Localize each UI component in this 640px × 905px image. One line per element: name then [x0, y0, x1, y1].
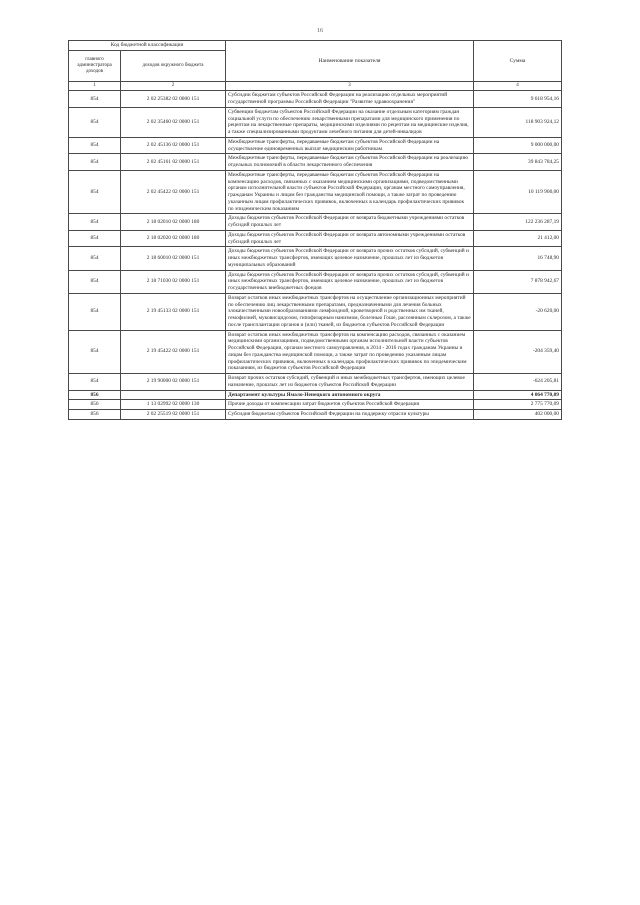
revenue-code-cell: 2 02 45422 02 0000 151	[121, 170, 226, 214]
sum-cell: -624 205,81	[474, 374, 562, 391]
indicator-name-cell: Межбюджетные трансферты, передаваемые бюджетам субъектов Российской Федерации на компенсацию расходов, связанных с оказанием медицинскими организациями, подведомственными органам исполнительной власти субъектов Российской Федерации, органам местного самоуправления, гражданам Украины и лицам без гражданства медицинской помощи, а также затрат по проведению указанным лицам профилактических прививок, включенных в календарь профилактических прививок по эпидемическим показаниям	[226, 170, 474, 214]
admin-code-cell: 854	[69, 270, 121, 293]
indicator-name-cell: Доходы бюджетов субъектов Российской Федерации от возврата прочих остатков субсидий, субвенций и иных межбюджетных трансфертов, имеющих целевое назначение, прошлых лет из бюджетов государственных внебюджетных фондов	[226, 270, 474, 293]
revenue-code-cell: 1 13 02992 02 0000 130	[121, 400, 226, 410]
admin-code-cell: 854	[69, 170, 121, 214]
admin-code-cell: 854	[69, 247, 121, 270]
admin-code-cell: 854	[69, 330, 121, 374]
indicator-name-cell: Прочие доходы от компенсации затрат бюджетов субъектов Российской Федерации	[226, 400, 474, 410]
budget-table	[68, 40, 562, 420]
revenue-code-cell: 2 02 35460 02 0000 151	[121, 107, 226, 137]
revenue-code-cell: 2 18 71030 02 0000 151	[121, 270, 226, 293]
indicator-name-cell: Субвенции бюджетам субъектов Российской Федерации на оказание отдельным категориям граждан социальной услуги по обеспечению лекарственными препаратами для медицинского применения по рецептам на лекарственные препараты, медицинскими изделиями по рецептам на медицинские изделия, а также специализированными продуктами лечебного питания для детей-инвалидов	[226, 107, 474, 137]
table-row	[69, 91, 562, 108]
column-number: 3	[226, 82, 474, 91]
indicator-name-cell: Доходы бюджетов субъектов Российской Федерации от возврата автономными учреждениями остатков субсидий прошлых лет	[226, 230, 474, 247]
column-number: 4	[474, 82, 562, 91]
indicator-name-cell: Субсидия бюджетам субъектов Российской Федерации на поддержку отрасли культуры	[226, 410, 474, 420]
sum-cell: 39 843 784,25	[474, 154, 562, 171]
sum-cell: 21 412,00	[474, 230, 562, 247]
sum-cell: 7 878 942,67	[474, 270, 562, 293]
table-row	[69, 293, 562, 330]
sum-cell: 10 119 900,00	[474, 170, 562, 214]
table-row	[69, 137, 562, 154]
table-row	[69, 247, 562, 270]
revenue-code-cell: 2 02 45136 02 0000 151	[121, 137, 226, 154]
admin-code-cell: 854	[69, 91, 121, 108]
admin-code-cell: 854	[69, 230, 121, 247]
sum-cell: 4 064 770,09	[474, 390, 562, 400]
revenue-code-cell: 2 02 25519 02 0000 151	[121, 410, 226, 420]
indicator-name-cell: Субсидии бюджетам субъектов Российской Федерации на реализацию отдельных мероприятий государственной программы Российской Федерации "Развитие здравоохранения"	[226, 91, 474, 108]
sum-cell: 9 618 954,16	[474, 91, 562, 108]
admin-code-cell: 856	[69, 390, 121, 400]
revenue-code-cell: 2 18 60010 02 0000 151	[121, 247, 226, 270]
department-row	[69, 390, 562, 400]
indicator-name-cell: Межбюджетные трансферты, передаваемые бюджетам субъектов Российской Федерации на реализацию отдельных полномочий в области лекарственного обеспечения	[226, 154, 474, 171]
admin-code-cell: 856	[69, 400, 121, 410]
admin-code-cell: 854	[69, 107, 121, 137]
page-number: 16	[317, 28, 323, 34]
table-row	[69, 270, 562, 293]
indicator-name-cell: Возврат прочих остатков субсидий, субвенций и иных межбюджетных трансфертов, имеющих целевое назначение, прошлых лет из бюджетов субъектов Российской Федерации	[226, 374, 474, 391]
sum-cell: 402 000,00	[474, 410, 562, 420]
table-row	[69, 170, 562, 214]
table-row	[69, 230, 562, 247]
sum-header: Сумма	[474, 41, 562, 82]
indicator-name-cell: Возврат остатков иных межбюджетных трансфертов на компенсацию расходов, связанных с оказанием медицинскими организациями, подведомственными органам исполнительной власти субъектов Российской Федерации, органам местного самоуправления, в 2014 - 2016 годах гражданам Украины и лицам без гражданства медицинской помощи, а также затрат по проведению указанным лицам профилактических прививок, включенных в календарь профилактических прививок по эпидемическим показаниям, из бюджетов субъектов Российской Федерации	[226, 330, 474, 374]
sum-cell: -20 620,00	[474, 293, 562, 330]
admin-code-cell: 854	[69, 374, 121, 391]
table-row	[69, 410, 562, 420]
indicator-name-cell: Департамент культуры Ямало-Ненецкого автономного округа	[226, 390, 474, 400]
indicator-name-cell: Доходы бюджетов субъектов Российской Федерации от возврата бюджетными учреждениями остатков субсидий прошлых лет	[226, 214, 474, 231]
table-row	[69, 330, 562, 374]
indicator-name-cell: Возврат остатков иных межбюджетных трансфертов на осуществление организационных мероприятий по обеспечению лиц лекарственными препаратами, предназначенными для лечения больных злокачественными новообразованиями лимфоидной, кроветворной и родственных им тканей, гемофилией, муковисцидозом, гипофизарным нанизмом, болезнью Гоше, рассеянным склерозом, а также после трансплантации органов и (или) тканей, из бюджетов субъектов Российской Федерации	[226, 293, 474, 330]
column-number: 2	[121, 82, 226, 91]
sum-cell: 16 748,90	[474, 247, 562, 270]
revenue-code-cell: 2 02 45161 02 0000 151	[121, 154, 226, 171]
table-row	[69, 400, 562, 410]
admin-code-cell: 856	[69, 410, 121, 420]
admin-code-cell: 854	[69, 214, 121, 231]
table-row	[69, 107, 562, 137]
revenue-code-cell: 2 19 45133 02 0000 151	[121, 293, 226, 330]
indicator-name-cell: Межбюджетные трансферты, передаваемые бюджетам субъектов Российской Федерации на осуществление единовременных выплат медицинским работникам	[226, 137, 474, 154]
sum-cell: 118 903 924,12	[474, 107, 562, 137]
sum-cell: 2 775 770,09	[474, 400, 562, 410]
indicator-name-header: Наименование показателя	[226, 41, 474, 82]
admin-code-header: главного администратора доходов	[69, 51, 121, 82]
admin-code-cell: 854	[69, 293, 121, 330]
sum-cell: 122 236 287,19	[474, 214, 562, 231]
admin-code-cell: 854	[69, 137, 121, 154]
revenue-code-header: доходов окружного бюджета	[121, 51, 226, 82]
revenue-code-cell	[121, 390, 226, 400]
revenue-code-cell: 2 18 02020 02 0000 180	[121, 230, 226, 247]
table-row	[69, 374, 562, 391]
classification-header: Код бюджетной классификации	[69, 41, 226, 51]
revenue-code-cell: 2 19 45422 02 0000 151	[121, 330, 226, 374]
revenue-code-cell: 2 02 25382 02 0000 151	[121, 91, 226, 108]
revenue-code-cell: 2 18 02010 02 0000 180	[121, 214, 226, 231]
sum-cell: -204 359,40	[474, 330, 562, 374]
revenue-code-cell: 2 19 90000 02 0000 151	[121, 374, 226, 391]
admin-code-cell: 854	[69, 154, 121, 171]
table-row	[69, 214, 562, 231]
sum-cell: 9 000 000,00	[474, 137, 562, 154]
table-row	[69, 154, 562, 171]
column-number: 1	[69, 82, 121, 91]
indicator-name-cell: Доходы бюджетов субъектов Российской Федерации от возврата прочих остатков субсидий, субвенций и иных межбюджетных трансфертов, имеющих целевое назначение, прошлых лет из бюджетов муниципальных образований	[226, 247, 474, 270]
